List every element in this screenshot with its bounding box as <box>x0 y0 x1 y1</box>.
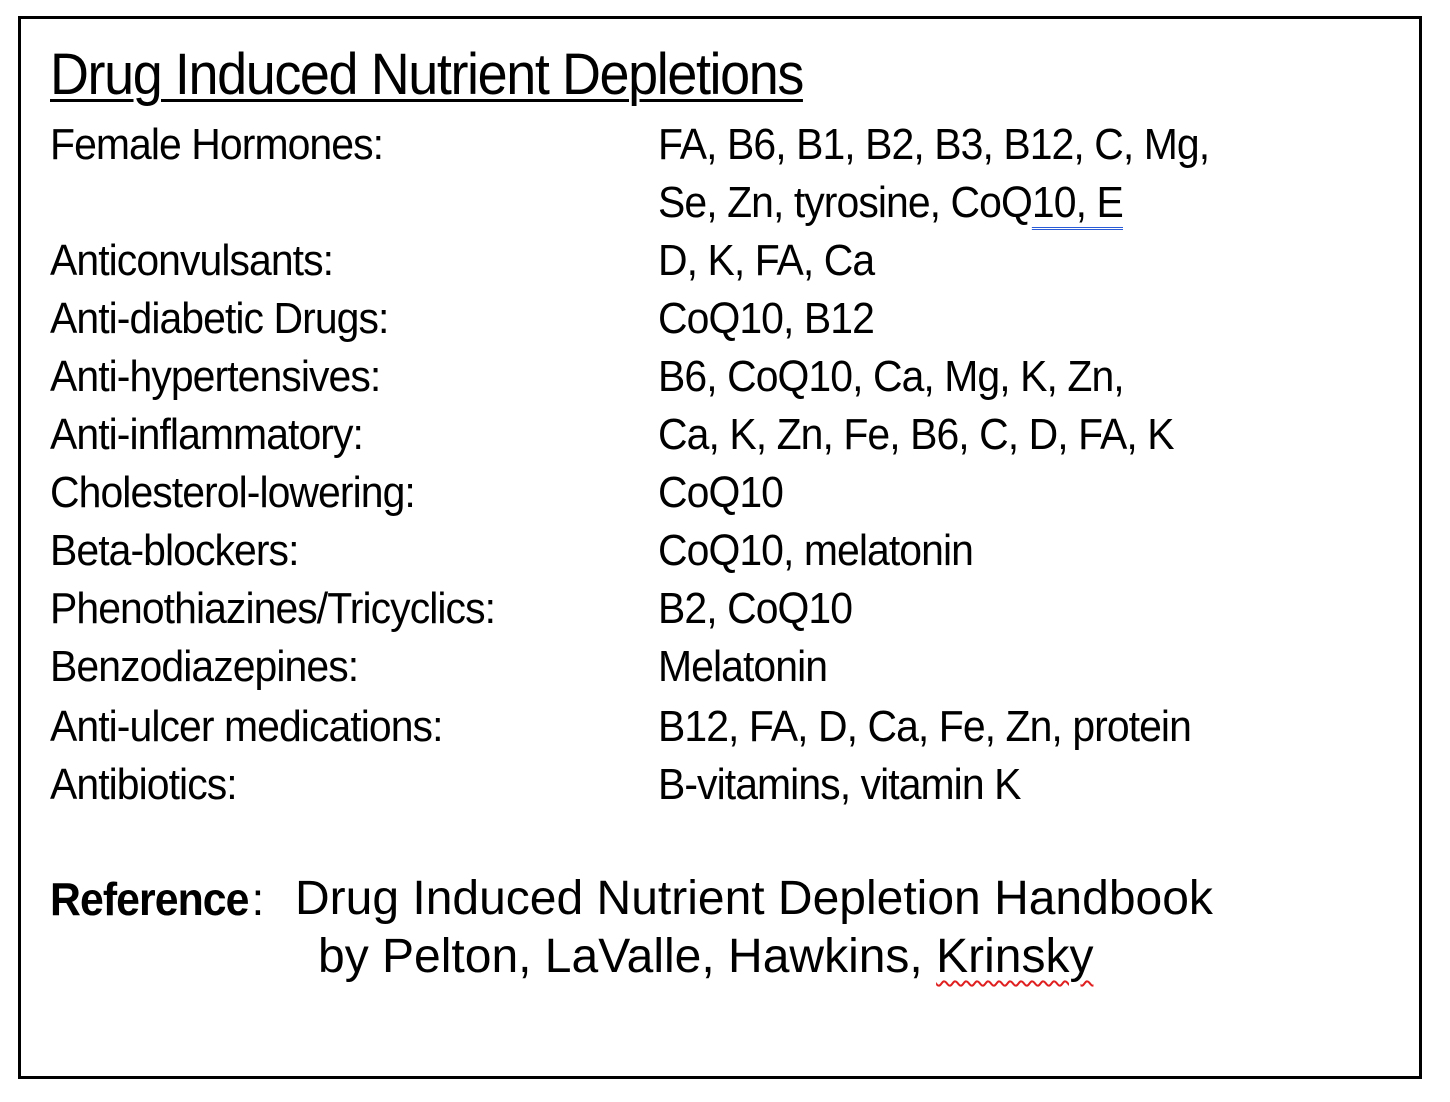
drug-class-label: Anticonvulsants: <box>50 236 334 285</box>
nutrient-list: B2, CoQ10 <box>658 584 853 633</box>
drug-class-label: Anti-hypertensives: <box>50 352 381 401</box>
nutrient-list: CoQ10 <box>658 468 784 517</box>
table-row <box>50 756 1390 814</box>
table-row <box>50 232 1390 290</box>
nutrient-list-underlined: 10, E <box>1032 178 1123 230</box>
nutrient-list: B6, CoQ10, Ca, Mg, K, Zn, <box>658 352 1124 401</box>
reference-authors <box>318 928 1093 986</box>
reference-authors-text: by Pelton, LaValle, Hawkins, <box>318 930 937 983</box>
nutrient-list: D, K, FA, Ca <box>658 236 875 285</box>
reference-title: Drug Induced Nutrient Depletion Handbook <box>295 872 1213 925</box>
nutrient-list-prefix: Se, Zn, tyrosine, CoQ <box>658 178 1032 227</box>
nutrient-list <box>658 174 1123 232</box>
table-row <box>50 522 1390 580</box>
nutrient-list: FA, B6, B1, B2, B3, B12, C, Mg, <box>658 120 1210 169</box>
nutrient-list: Melatonin <box>658 642 828 691</box>
drug-class-label: Phenothiazines/Tricyclics: <box>50 584 496 633</box>
table-row <box>50 348 1390 406</box>
page-title: Drug Induced Nutrient Depletions <box>50 42 803 107</box>
table-row <box>50 290 1390 348</box>
nutrient-list: B12, FA, D, Ca, Fe, Zn, protein <box>658 702 1191 751</box>
drug-class-label: Female Hormones: <box>50 120 384 169</box>
nutrient-list: CoQ10, B12 <box>658 294 874 343</box>
table-row <box>50 638 1390 696</box>
drug-class-label: Anti-diabetic Drugs: <box>50 294 389 343</box>
nutrient-list: CoQ10, melatonin <box>658 526 973 575</box>
table-row <box>50 406 1390 464</box>
drug-class-label: Anti-ulcer medications: <box>50 702 443 751</box>
spellcheck-flagged-word: Krinsky <box>936 930 1094 983</box>
table-row <box>50 116 1390 174</box>
drug-class-label: Anti-inflammatory: <box>50 410 363 459</box>
table-row <box>50 698 1390 756</box>
drug-class-label: Cholesterol-lowering: <box>50 468 415 517</box>
reference-label: Reference <box>50 873 249 925</box>
nutrient-list: B-vitamins, vitamin K <box>658 760 1021 809</box>
drug-class-label: Beta-blockers: <box>50 526 299 575</box>
nutrient-list: Ca, K, Zn, Fe, B6, C, D, FA, K <box>658 410 1174 459</box>
table-row <box>50 580 1390 638</box>
drug-class-label: Benzodiazepines: <box>50 642 359 691</box>
drug-class-label: Antibiotics: <box>50 760 237 809</box>
table-row-continuation <box>50 174 1390 232</box>
reference-block <box>50 870 1213 983</box>
table-row <box>50 464 1390 522</box>
reference-colon: : <box>251 873 265 925</box>
